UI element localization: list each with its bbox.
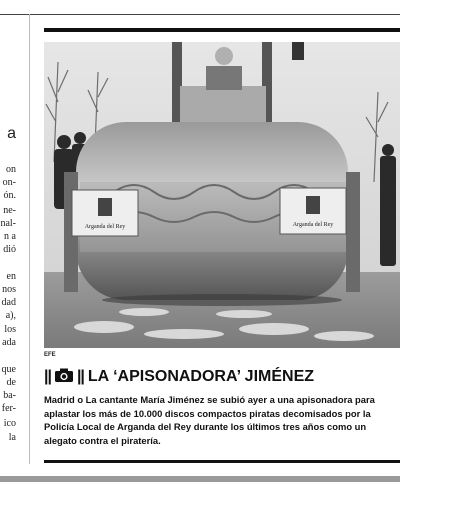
photo-top-bar — [44, 28, 400, 32]
left-column-fragment: a), — [5, 310, 16, 321]
seal-right — [280, 188, 346, 234]
left-column-fragment: ne- — [3, 205, 16, 216]
left-column-fragment: de — [6, 377, 16, 388]
left-column-fragment: ico — [3, 418, 16, 429]
headline-bars: || — [44, 368, 51, 385]
left-column-fragment: n a — [4, 231, 16, 242]
camera-icon — [55, 368, 73, 387]
headline-bars-after: || — [76, 368, 84, 385]
left-column-fragment: dad — [1, 297, 16, 308]
headline-title: LA ‘APISONADORA’ JIMÉNEZ — [87, 368, 315, 385]
headline — [44, 366, 314, 388]
left-column-fragment: nos — [2, 284, 16, 295]
left-column-fragment: ada — [2, 337, 16, 348]
left-column-fragment: ón. — [3, 190, 16, 201]
left-column-fragment: ba- — [3, 390, 16, 401]
news-photo — [44, 42, 400, 348]
left-column-fragment: on- — [2, 177, 16, 188]
left-column-fragment: dió — [3, 244, 16, 255]
left-column-fragment: nal- — [0, 218, 16, 229]
left-column-fragment: los — [4, 324, 16, 335]
svg-text:Arganda del Rey: Arganda del Rey — [292, 222, 334, 228]
photo-caption: Madrid o La cantante María Jiménez se subió ayer a una apisonadora para aplastar los más de 10.000 discos compactos piratas decomisados por la Policía Local de Arganda del Rey durante los últimos tres años como un alegato contra el piratería. — [44, 394, 375, 446]
road-roller-photo — [44, 42, 400, 348]
left-column-fragment: que — [1, 364, 16, 375]
left-column-fragment: fer- — [1, 403, 16, 414]
page-footer-bar — [0, 476, 400, 482]
left-column-text — [0, 0, 16, 505]
seal-left — [72, 190, 138, 236]
left-column-fragment: a — [7, 125, 16, 142]
column-rule — [29, 14, 30, 464]
left-column-fragment: en — [6, 271, 16, 282]
top-rule — [0, 14, 400, 15]
photo-credit: EFE — [44, 352, 56, 358]
svg-text:Arganda del Rey: Arganda del Rey — [84, 224, 126, 230]
left-column-fragment: la — [8, 432, 16, 443]
left-column-fragment: on — [6, 164, 16, 175]
bottom-rule — [44, 460, 400, 463]
